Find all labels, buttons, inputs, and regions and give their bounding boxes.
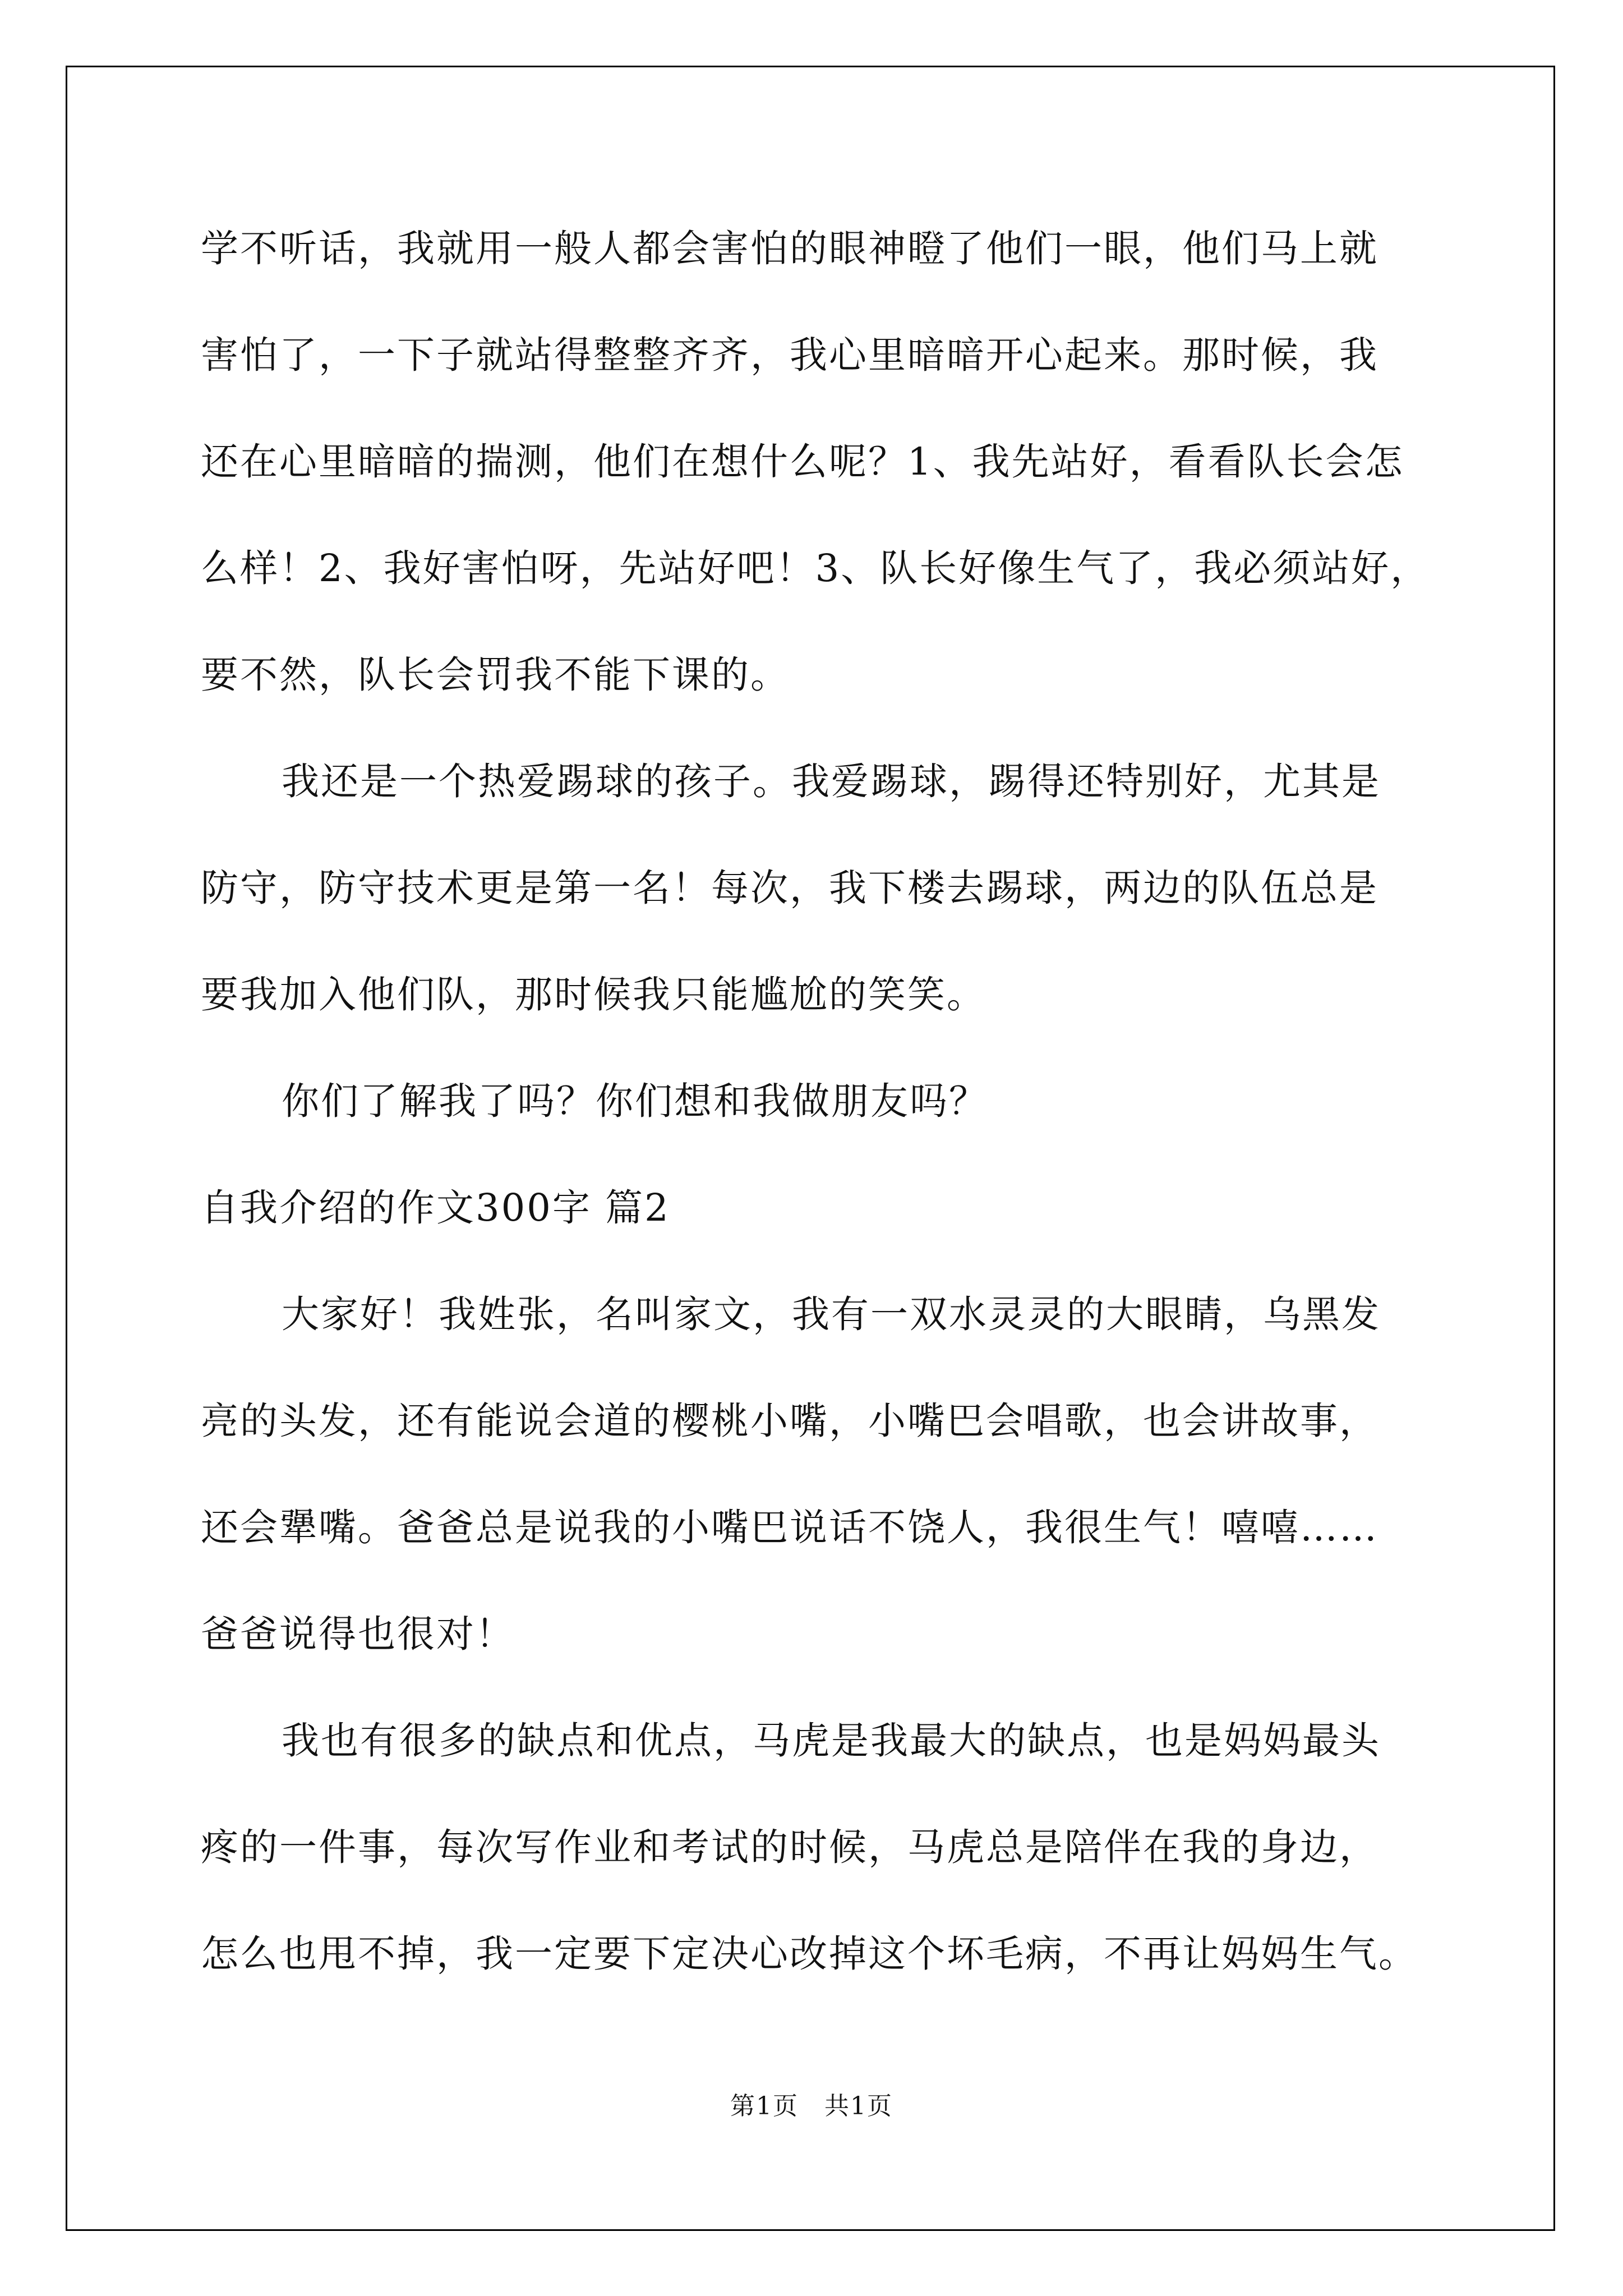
section-heading: 自我介绍的作文300字 篇2 [201, 1186, 670, 1230]
text-line: 亮的头发，还有能说会道的樱桃小嘴，小嘴巴会唱歌，也会讲故事， [201, 1399, 1378, 1443]
text-line: 么样！2、我好害怕呀，先站好吧！3、队长好像生气了，我必须站好， [201, 546, 1430, 590]
text-line: 要我加入他们队，那时候我只能尴尬的笑笑。 [201, 973, 986, 1016]
page-number-total: 共1页 [824, 2092, 893, 2120]
paragraph-first-line: 大家好！我姓张，名叫家文，我有一双水灵灵的大眼睛，乌黑发 [282, 1292, 1381, 1336]
text-line: 防守，防守技术更是第一名！每次，我下楼去踢球，两边的队伍总是 [201, 866, 1378, 910]
text-line: 怎么也甩不掉，我一定要下定决心改掉这个坏毛病，不再让妈妈生气。 [201, 1932, 1418, 1976]
text-line: 学不听话，我就用一般人都会害怕的眼神瞪了他们一眼，他们马上就 [201, 227, 1378, 270]
paragraph-first-line: 我还是一个热爱踢球的孩子。我爱踢球，踢得还特别好，尤其是 [282, 760, 1381, 803]
text-line: 还在心里暗暗的揣测，他们在想什么呢？1、我先站好，看看队长会怎 [201, 440, 1404, 484]
text-line: 疼的一件事，每次写作业和考试的时候，马虎总是陪伴在我的身边， [201, 1825, 1378, 1869]
paragraph-first-line: 我也有很多的缺点和优点，马虎是我最大的缺点，也是妈妈最头 [282, 1719, 1381, 1763]
document-body [201, 222, 1457, 2033]
text-line: 害怕了，一下子就站得整整齐齐，我心里暗暗开心起来。那时候，我 [201, 333, 1378, 377]
text-line: 爸爸说得也很对！ [201, 1612, 515, 1656]
text-line: 还会犟嘴。爸爸总是说我的小嘴巴说话不饶人，我很生气！嘻嘻…… [201, 1506, 1378, 1549]
page-number-current: 第1页 [730, 2092, 799, 2120]
page-footer [0, 2086, 1623, 2122]
paragraph-first-line: 你们了解我了吗？你们想和我做朋友吗？ [282, 1079, 988, 1123]
text-line: 要不然，队长会罚我不能下课的。 [201, 653, 790, 697]
